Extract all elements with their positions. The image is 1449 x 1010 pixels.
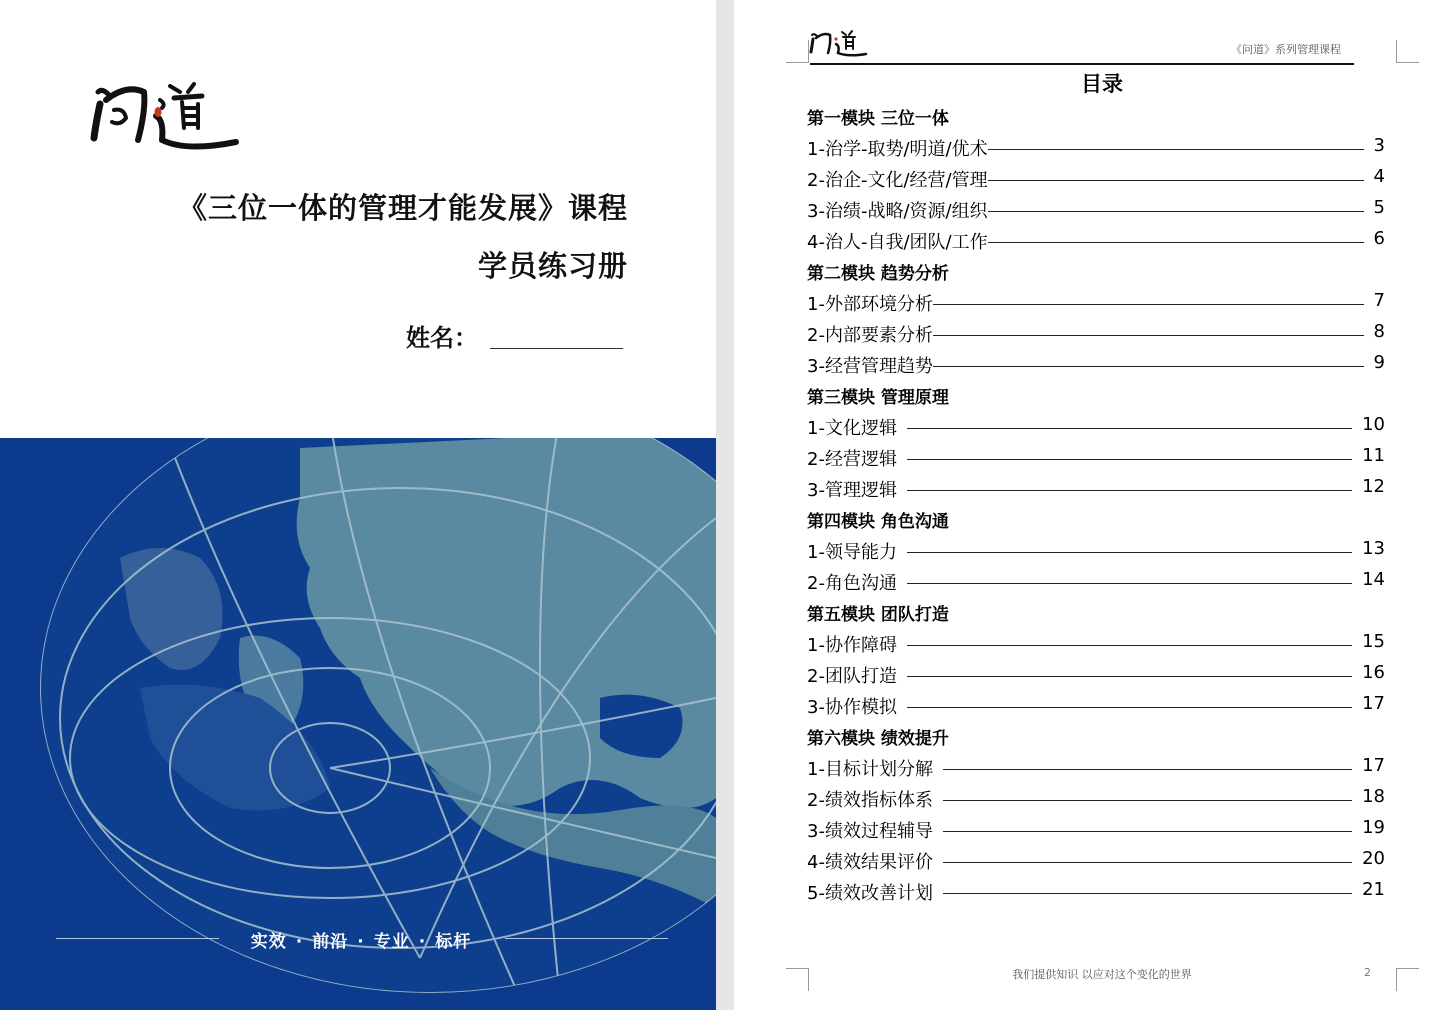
cover-page [0, 0, 716, 1010]
toc-leader-line [943, 893, 1352, 894]
toc-entry-page: 16 [1362, 662, 1385, 683]
name-label: 姓名： [406, 324, 478, 352]
toc-entry[interactable] [807, 321, 1385, 347]
toc-entry-label: 3-绩效过程辅导 [807, 821, 933, 842]
toc-entry[interactable] [807, 662, 1385, 688]
toc-leader-line [907, 645, 1352, 646]
globe-banner [0, 438, 716, 1010]
toc-entry-label: 3-管理逻辑 [807, 480, 897, 501]
toc-leader-line [943, 800, 1352, 801]
toc-entry[interactable] [807, 631, 1385, 657]
crop-mark-top-right [1396, 40, 1419, 63]
toc-entry-label: 2-绩效指标体系 [807, 790, 933, 811]
toc-entry[interactable] [807, 569, 1385, 595]
toc-entry-label: 1-领导能力 [807, 542, 897, 563]
toc-leader-line [943, 769, 1352, 770]
slogan-word: 实效 [250, 932, 287, 952]
toc-entry-label: 3-经营管理趋势 [807, 356, 933, 377]
slogan-dot: · [357, 932, 365, 952]
toc-page [734, 0, 1449, 1010]
footer-tagline: 我们提供知识 以应对这个变化的世界 [1012, 968, 1192, 981]
toc-entry-label: 1-治学-取势/明道/优术 [807, 139, 988, 160]
toc-section-heading: 第一模块 三位一体 [807, 109, 949, 129]
toc-entry-page: 13 [1362, 538, 1385, 559]
toc-leader-line [988, 180, 1364, 181]
header-logo [808, 26, 868, 58]
toc-entry-page: 9 [1373, 352, 1385, 373]
toc-entry[interactable] [807, 693, 1385, 719]
toc-entry[interactable] [807, 166, 1385, 192]
header-series-title: 《问道》系列管理课程 [1231, 43, 1341, 56]
toc-entry[interactable] [807, 786, 1385, 812]
toc-entry[interactable] [807, 228, 1385, 254]
cover-title: 《三位一体的管理才能发展》课程 [177, 191, 628, 225]
toc-entry-label: 2-内部要素分析 [807, 325, 933, 346]
toc-section-heading: 第五模块 团队打造 [807, 605, 949, 625]
toc-entry-page: 3 [1373, 135, 1385, 156]
toc-entry-label: 1-外部环境分析 [807, 294, 933, 315]
footer-page-number: 2 [1364, 966, 1371, 979]
slogan-row [56, 927, 668, 952]
toc-leader-line [933, 304, 1364, 305]
toc-entry-page: 17 [1362, 755, 1385, 776]
name-fill-line [490, 348, 623, 349]
toc-leader-line [907, 490, 1352, 491]
crop-mark-top-left [786, 40, 809, 63]
toc-leader-line [907, 583, 1352, 584]
toc-entry-label: 2-经营逻辑 [807, 449, 897, 470]
toc-entry-label: 5-绩效改善计划 [807, 883, 933, 904]
toc-entry-label: 2-团队打造 [807, 666, 897, 687]
toc-entry[interactable] [807, 817, 1385, 843]
toc-entry-page: 17 [1362, 693, 1385, 714]
toc-entry-label: 1-目标计划分解 [807, 759, 933, 780]
toc-entry[interactable] [807, 848, 1385, 874]
toc-leader-line [988, 149, 1364, 150]
toc-leader-line [988, 242, 1364, 243]
toc-entry-page: 5 [1373, 197, 1385, 218]
toc-entry-page: 10 [1362, 414, 1385, 435]
toc-entry[interactable] [807, 414, 1385, 440]
toc-entry-label: 3-治绩-战略/资源/组织 [807, 201, 988, 222]
toc-section-heading: 第六模块 绩效提升 [807, 729, 949, 749]
toc-entry-page: 21 [1362, 879, 1385, 900]
toc-entry[interactable] [807, 352, 1385, 378]
header-rule [810, 63, 1354, 65]
toc-entry-label: 1-协作障碍 [807, 635, 897, 656]
toc-leader-line [907, 676, 1352, 677]
cover-logo [86, 70, 246, 160]
toc-leader-line [943, 862, 1352, 863]
toc-leader-line [933, 366, 1364, 367]
toc-entry-page: 12 [1362, 476, 1385, 497]
toc-leader-line [933, 335, 1364, 336]
toc-entry-label: 4-治人-自我/团队/工作 [807, 232, 988, 253]
toc-entry-label: 3-协作模拟 [807, 697, 897, 718]
toc-entry-page: 20 [1362, 848, 1385, 869]
toc-entry-page: 18 [1362, 786, 1385, 807]
toc-entry[interactable] [807, 538, 1385, 564]
toc-entry[interactable] [807, 290, 1385, 316]
toc-entry[interactable] [807, 445, 1385, 471]
slogan-word: 前沿 [312, 932, 349, 952]
slogan-dot: · [295, 932, 304, 952]
toc-entry[interactable] [807, 476, 1385, 502]
toc-entry-page: 4 [1373, 166, 1385, 187]
toc-leader-line [907, 459, 1352, 460]
toc-entry-page: 19 [1362, 817, 1385, 838]
slogan-divider-right [505, 938, 668, 939]
toc-entry-page: 11 [1362, 445, 1385, 466]
toc-entry-page: 8 [1373, 321, 1385, 342]
toc-entry-label: 1-文化逻辑 [807, 418, 897, 439]
toc-entry[interactable] [807, 135, 1385, 161]
toc-leader-line [907, 428, 1352, 429]
toc-entry[interactable] [807, 197, 1385, 223]
toc-leader-line [943, 831, 1352, 832]
toc-section-heading: 第三模块 管理原理 [807, 388, 949, 408]
slogan-word: 标杆 [435, 932, 472, 952]
cover-subtitle: 学员练习册 [477, 249, 628, 283]
toc-entry-page: 7 [1373, 290, 1385, 311]
toc-leader-line [907, 707, 1352, 708]
toc-entry-label: 2-角色沟通 [807, 573, 897, 594]
toc-leader-line [988, 211, 1364, 212]
toc-leader-line [907, 552, 1352, 553]
toc-entry[interactable] [807, 755, 1385, 781]
slogan-divider-left [56, 938, 219, 939]
toc-entry-page: 15 [1362, 631, 1385, 652]
toc-entry-page: 6 [1373, 228, 1385, 249]
toc-entry-label: 4-绩效结果评价 [807, 852, 933, 873]
globe-illustration [0, 438, 716, 1010]
toc-section-heading: 第二模块 趋势分析 [807, 264, 949, 284]
toc-title: 目录 [1081, 72, 1123, 96]
slogan [226, 927, 496, 952]
toc-entry-label: 2-治企-文化/经营/管理 [807, 170, 988, 191]
toc-section-heading: 第四模块 角色沟通 [807, 512, 949, 532]
toc-entry[interactable] [807, 879, 1385, 905]
toc-entry-page: 14 [1362, 569, 1385, 590]
slogan-word: 专业 [373, 932, 410, 952]
slogan-dot: · [418, 932, 427, 952]
